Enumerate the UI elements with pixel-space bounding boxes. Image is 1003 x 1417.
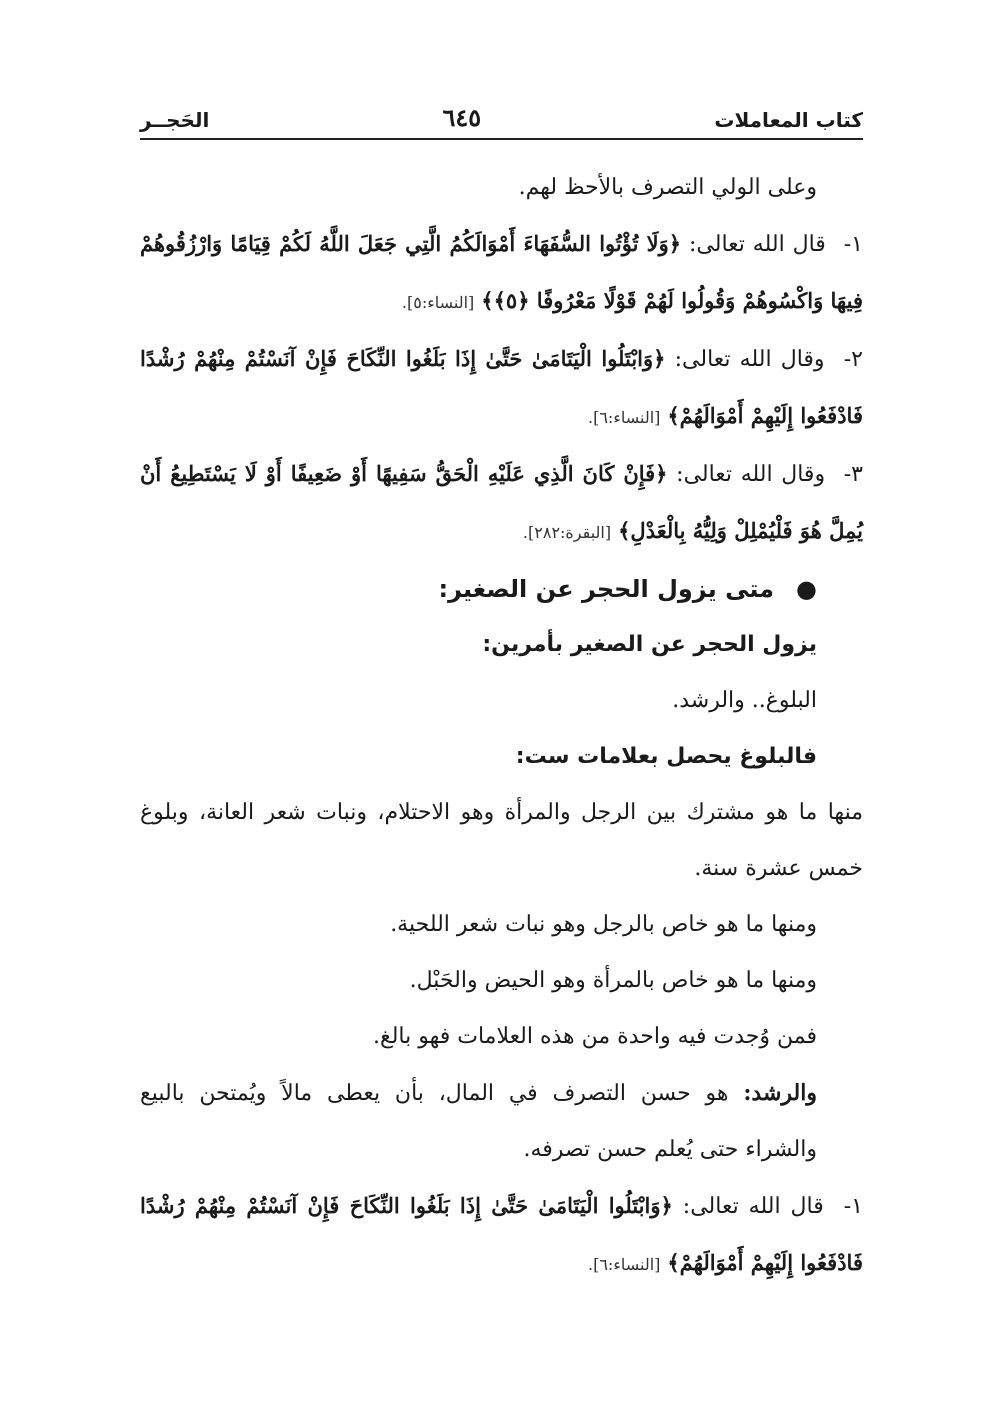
page-header — [140, 96, 863, 140]
verse-item-3 — [140, 446, 863, 561]
rushd-text: هو حسن التصرف في المال، بأن يعطى مالاً ويُمتحن بالبيع والشراء حتى يُعلم حسن تصرفه. — [140, 1081, 817, 1162]
verse-number: ٢- — [843, 347, 863, 372]
subheading-two-things: يزول الحجر عن الصغير بأمرين: — [482, 632, 817, 657]
verse-reference: [النساء:٥]. — [401, 293, 475, 312]
bullet-icon: ● — [796, 575, 817, 603]
book-title: كتاب المعاملات — [714, 108, 863, 132]
subheading-signs: فالبلوغ يحصل بعلامات ست: — [515, 744, 817, 769]
verse-lead: وقال الله تعالى: — [674, 347, 825, 372]
section-heading-text: متى يزول الحجر عن الصغير: — [438, 575, 775, 603]
verse-reference: [النساء:٦]. — [588, 1255, 661, 1274]
verse-item-last — [140, 1178, 863, 1293]
verse-lead: قال الله تعالى: — [682, 1194, 824, 1219]
rushd-label: والرشد: — [743, 1080, 817, 1106]
verse-number: ١- — [843, 1194, 863, 1219]
quran-text: ﴿وَابْتَلُوا الْيَتَامَىٰ حَتَّىٰ إِذَا بَلَغُوا النِّكَاحَ فَإِنْ آنَسْتُمْ مِنْهُمْ رُشْدًا فَادْفَعُوا إِلَيْهِمْ أَمْوَالَهُمْ﴾ — [140, 346, 863, 428]
verse-lead: قال الله تعالى: — [689, 232, 826, 257]
quran-text: ﴿وَابْتَلُوا الْيَتَامَىٰ حَتَّىٰ إِذَا بَلَغُوا النِّكَاحَ فَإِنْ آنَسْتُمْ مِنْهُمْ رُشْدًا فَادْفَعُوا إِلَيْهِمْ أَمْوَالَهُمْ﴾ — [140, 1193, 863, 1275]
paragraph-conclusion: فمن وُجدت فيه واحدة من هذه العلامات فهو بالغ. — [373, 1024, 817, 1049]
paragraph-male-sign: ومنها ما هو خاص بالرجل وهو نبات شعر اللحية. — [390, 912, 817, 937]
paragraph-rushd — [140, 1065, 863, 1178]
quran-text: ﴿فَإِنْ كَانَ الَّذِي عَلَيْهِ الْحَقُّ سَفِيهًا أَوْ ضَعِيفًا أَوْ لَا يَسْتَطِيعُ أَنْ يُمِلَّ هُوَ فَلْيُمْلِلْ وَلِيُّهُ بِالْعَدْلِ﴾ — [140, 461, 863, 543]
page-number: ٦٤٥ — [442, 103, 482, 132]
quran-text: ﴿وَلَا تُؤْتُوا السُّفَهَاءَ أَمْوَالَكُمُ الَّتِي جَعَلَ اللَّهُ لَكُمْ قِيَامًا وَارْزُقُوهُمْ فِيهَا وَاكْسُوهُمْ وَقُولُوا لَهُمْ قَوْلًا مَعْرُوفًا ﴿٥﴾﴾ — [140, 231, 863, 313]
chapter-title: الحَجــر — [140, 108, 210, 132]
verse-lead: وقال الله تعالى: — [676, 462, 826, 487]
verse-number: ١- — [843, 232, 863, 257]
verse-reference: [البقرة:٢٨٢]. — [522, 523, 612, 542]
verse-item-2 — [140, 331, 863, 446]
page-body — [140, 160, 863, 1293]
section-heading — [140, 561, 863, 617]
paragraph-female-sign: ومنها ما هو خاص بالمرأة وهو الحيض والحَبْل. — [409, 968, 817, 993]
two-things-line: البلوغ.. والرشد. — [672, 688, 817, 713]
verse-reference: [النساء:٦]. — [588, 408, 661, 427]
verse-item-1 — [140, 216, 863, 331]
intro-line: وعلى الولي التصرف بالأحظ لهم. — [518, 175, 817, 200]
verse-number: ٣- — [843, 462, 863, 487]
paragraph-common-signs: منها ما هو مشترك بين الرجل والمرأة وهو الاحتلام، ونبات شعر العانة، وبلوغ خمس عشرة سنة. — [140, 800, 863, 881]
